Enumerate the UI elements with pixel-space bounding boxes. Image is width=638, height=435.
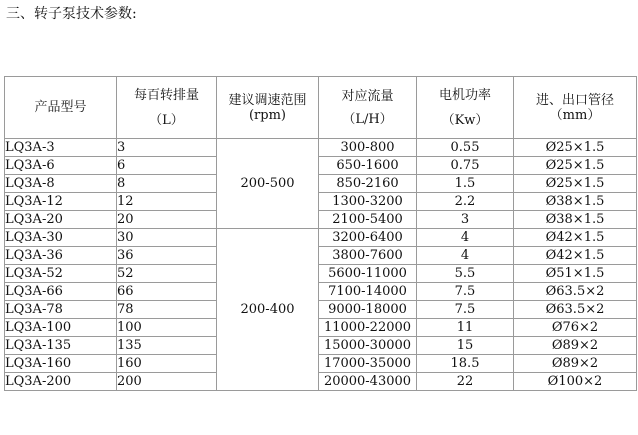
header-flow-label: 对应流量 <box>341 88 394 104</box>
flow-cell: 2100-5400 <box>319 211 417 229</box>
power-cell: 18.5 <box>417 355 514 373</box>
table-row <box>5 373 637 391</box>
model-cell: LQ3A-200 <box>5 373 117 391</box>
port-cell: Ø38×1.5 <box>514 193 637 211</box>
table-row <box>5 193 637 211</box>
port-cell: Ø25×1.5 <box>514 139 637 157</box>
flow-cell: 20000-43000 <box>319 373 417 391</box>
displacement-cell: 66 <box>117 283 217 301</box>
power-cell: 4 <box>417 229 514 247</box>
power-cell: 3 <box>417 211 514 229</box>
model-cell: LQ3A-66 <box>5 283 117 301</box>
power-cell: 2.2 <box>417 193 514 211</box>
displacement-cell: 160 <box>117 355 217 373</box>
model-cell: LQ3A-20 <box>5 211 117 229</box>
table-row <box>5 175 637 193</box>
model-cell: LQ3A-6 <box>5 157 117 175</box>
port-cell: Ø76×2 <box>514 319 637 337</box>
displacement-cell: 8 <box>117 175 217 193</box>
power-cell: 0.55 <box>417 139 514 157</box>
table-row <box>5 337 637 355</box>
port-cell: Ø25×1.5 <box>514 175 637 193</box>
model-cell: LQ3A-100 <box>5 319 117 337</box>
port-cell: Ø42×1.5 <box>514 229 637 247</box>
port-cell: Ø63.5×2 <box>514 301 637 319</box>
flow-cell: 15000-30000 <box>319 337 417 355</box>
header-port <box>514 77 637 139</box>
header-displacement-label: 每百转排量 <box>133 87 199 103</box>
model-cell: LQ3A-52 <box>5 265 117 283</box>
header-power-label: 电机功率 <box>438 87 491 103</box>
displacement-cell: 52 <box>117 265 217 283</box>
model-cell: LQ3A-12 <box>5 193 117 211</box>
model-cell: LQ3A-30 <box>5 229 117 247</box>
model-cell: LQ3A-36 <box>5 247 117 265</box>
displacement-cell: 12 <box>117 193 217 211</box>
header-speed <box>217 77 319 139</box>
power-cell: 5.5 <box>417 265 514 283</box>
model-cell: LQ3A-135 <box>5 337 117 355</box>
header-displacement-unit: （L） <box>149 112 184 128</box>
flow-cell: 11000-22000 <box>319 319 417 337</box>
power-cell: 0.75 <box>417 157 514 175</box>
port-cell: Ø42×1.5 <box>514 247 637 265</box>
header-port-label: 进、出口管径（mm） <box>535 92 614 123</box>
port-cell: Ø38×1.5 <box>514 211 637 229</box>
flow-cell: 3800-7600 <box>319 247 417 265</box>
flow-cell: 7100-14000 <box>319 283 417 301</box>
power-cell: 1.5 <box>417 175 514 193</box>
header-speed-label: 建议调速范围(rpm) <box>228 92 307 123</box>
flow-cell: 300-800 <box>319 139 417 157</box>
displacement-cell: 20 <box>117 211 217 229</box>
header-displacement <box>117 77 217 139</box>
spec-table <box>4 76 637 391</box>
table-row <box>5 301 637 319</box>
flow-cell: 9000-18000 <box>319 301 417 319</box>
port-cell: Ø89×2 <box>514 337 637 355</box>
power-cell: 15 <box>417 337 514 355</box>
table-row <box>5 139 637 157</box>
table-row <box>5 265 637 283</box>
table-row <box>5 247 637 265</box>
table-row <box>5 229 637 247</box>
model-cell: LQ3A-78 <box>5 301 117 319</box>
flow-cell: 650-1600 <box>319 157 417 175</box>
header-flow <box>319 77 417 139</box>
header-power-unit: （Kw） <box>441 112 489 128</box>
table-row <box>5 319 637 337</box>
model-cell: LQ3A-3 <box>5 139 117 157</box>
power-cell: 11 <box>417 319 514 337</box>
power-cell: 22 <box>417 373 514 391</box>
header-row <box>5 77 637 139</box>
speed-range-cell: 200-500 <box>217 139 319 229</box>
flow-cell: 1300-3200 <box>319 193 417 211</box>
displacement-cell: 6 <box>117 157 217 175</box>
table-row <box>5 355 637 373</box>
displacement-cell: 30 <box>117 229 217 247</box>
model-cell: LQ3A-8 <box>5 175 117 193</box>
power-cell: 7.5 <box>417 283 514 301</box>
speed-range-cell: 200-400 <box>217 229 319 391</box>
table-row <box>5 283 637 301</box>
table-row <box>5 211 637 229</box>
flow-cell: 850-2160 <box>319 175 417 193</box>
port-cell: Ø100×2 <box>514 373 637 391</box>
flow-cell: 3200-6400 <box>319 229 417 247</box>
displacement-cell: 200 <box>117 373 217 391</box>
displacement-cell: 3 <box>117 139 217 157</box>
table-row <box>5 157 637 175</box>
displacement-cell: 78 <box>117 301 217 319</box>
displacement-cell: 100 <box>117 319 217 337</box>
header-power <box>417 77 514 139</box>
section-heading: 三、转子泵技术参数: <box>6 6 137 22</box>
port-cell: Ø25×1.5 <box>514 157 637 175</box>
flow-cell: 5600-11000 <box>319 265 417 283</box>
displacement-cell: 36 <box>117 247 217 265</box>
port-cell: Ø63.5×2 <box>514 283 637 301</box>
power-cell: 4 <box>417 247 514 265</box>
power-cell: 7.5 <box>417 301 514 319</box>
displacement-cell: 135 <box>117 337 217 355</box>
flow-cell: 17000-35000 <box>319 355 417 373</box>
header-flow-unit: （L/H） <box>342 111 393 127</box>
port-cell: Ø51×1.5 <box>514 265 637 283</box>
model-cell: LQ3A-160 <box>5 355 117 373</box>
port-cell: Ø89×2 <box>514 355 637 373</box>
header-model: 产品型号 <box>5 77 117 139</box>
